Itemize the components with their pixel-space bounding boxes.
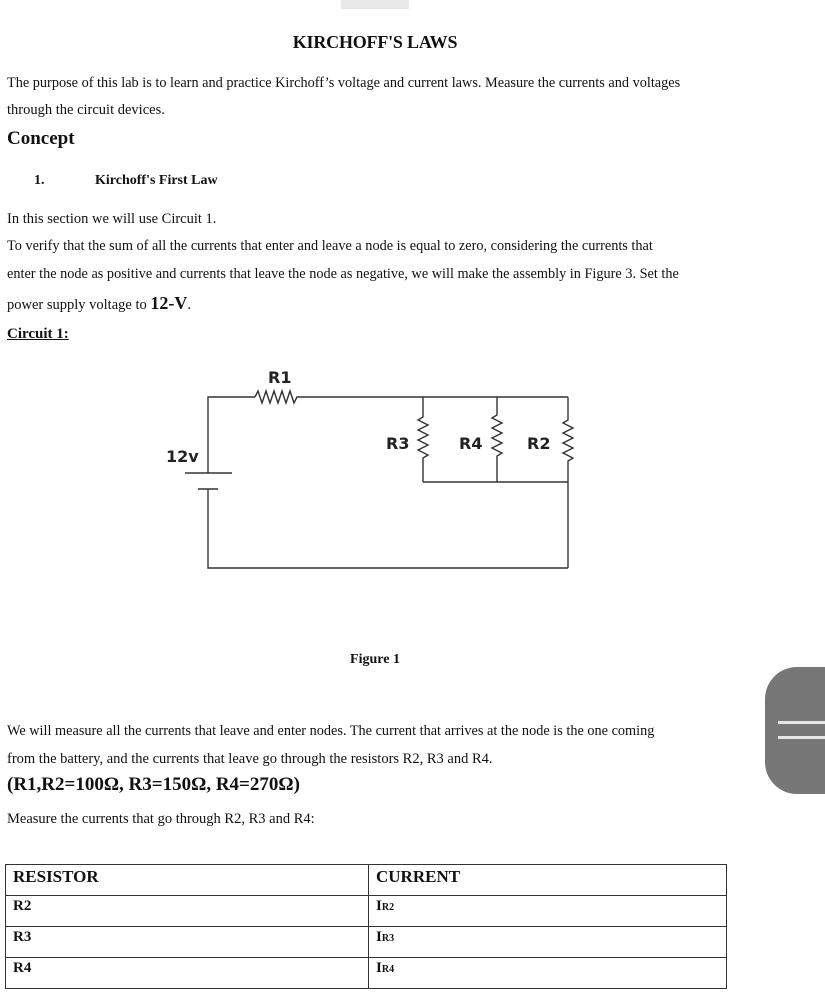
side-drawer-handle[interactable] xyxy=(765,667,825,794)
cell-current[interactable] xyxy=(369,927,727,958)
cell-current[interactable] xyxy=(369,958,727,989)
resistor-r2-label: R2 xyxy=(527,434,551,453)
cell-resistor: R2 xyxy=(6,896,369,927)
section-heading-concept: Concept xyxy=(7,128,75,149)
resistor-r3-label: R3 xyxy=(386,434,410,453)
voltage-text-prefix: power supply voltage to xyxy=(7,297,151,313)
resistor-r1-label: R1 xyxy=(268,368,292,387)
handle-grip-line-icon xyxy=(778,736,825,739)
paragraph-verify-line-2: enter the node as positive and currents that leave the node as negative, we will make the assembly in Figure 3. Set the xyxy=(7,266,679,282)
header-resistor: RESISTOR xyxy=(6,865,369,896)
table-row xyxy=(6,927,727,958)
header-current: CURRENT xyxy=(369,865,727,896)
page-title: KIRCHOFF'S LAWS xyxy=(292,32,458,52)
table-row xyxy=(6,958,727,989)
intro-line-2: through the circuit devices. xyxy=(7,102,165,118)
table-header-row xyxy=(6,865,727,896)
cell-current[interactable] xyxy=(369,896,727,927)
intro-line-1: The purpose of this lab is to learn and practice Kirchoff’s voltage and current laws. Measure the currents and voltages xyxy=(7,75,681,91)
current-subscript: R4 xyxy=(381,964,395,975)
list-heading-first-law: Kirchoff's First Law xyxy=(95,173,218,188)
paragraph-verify-line-1: To verify that the sum of all the currents that enter and leave a node is equal to zero, considering the currents that xyxy=(7,238,653,254)
list-number: 1. xyxy=(34,173,45,188)
cell-resistor: R4 xyxy=(6,958,369,989)
results-table xyxy=(5,864,727,989)
table-row xyxy=(6,896,727,927)
current-symbol: I xyxy=(376,929,382,945)
voltage-text-suffix: . xyxy=(187,297,191,313)
paragraph-measure-instruction: Measure the currents that go through R2, R3 and R4: xyxy=(7,811,315,827)
voltage-value: 12-V xyxy=(150,293,188,313)
cell-resistor: R3 xyxy=(6,927,369,958)
handle-grip-line-icon xyxy=(778,721,825,724)
circuit-label: Circuit 1: xyxy=(7,326,69,342)
current-symbol: I xyxy=(376,898,382,914)
battery-label: 12v xyxy=(166,447,199,466)
current-symbol: I xyxy=(376,960,382,976)
paragraph-measure-line-2: from the battery, and the currents that leave go through the resistors R2, R3 and R4. xyxy=(7,751,493,767)
paragraph-circuit-intro: In this section we will use Circuit 1. xyxy=(7,211,217,227)
figure-caption: Figure 1 xyxy=(350,652,400,667)
current-subscript: R3 xyxy=(381,933,395,944)
current-subscript: R2 xyxy=(381,902,395,913)
paragraph-measure-line-1: We will measure all the currents that leave and enter nodes. The current that arrives at the node is the one coming xyxy=(7,723,655,739)
resistor-values: (R1,R2=100Ω, R3=150Ω, R4=270Ω) xyxy=(7,774,300,795)
resistor-r4-label: R4 xyxy=(459,434,483,453)
